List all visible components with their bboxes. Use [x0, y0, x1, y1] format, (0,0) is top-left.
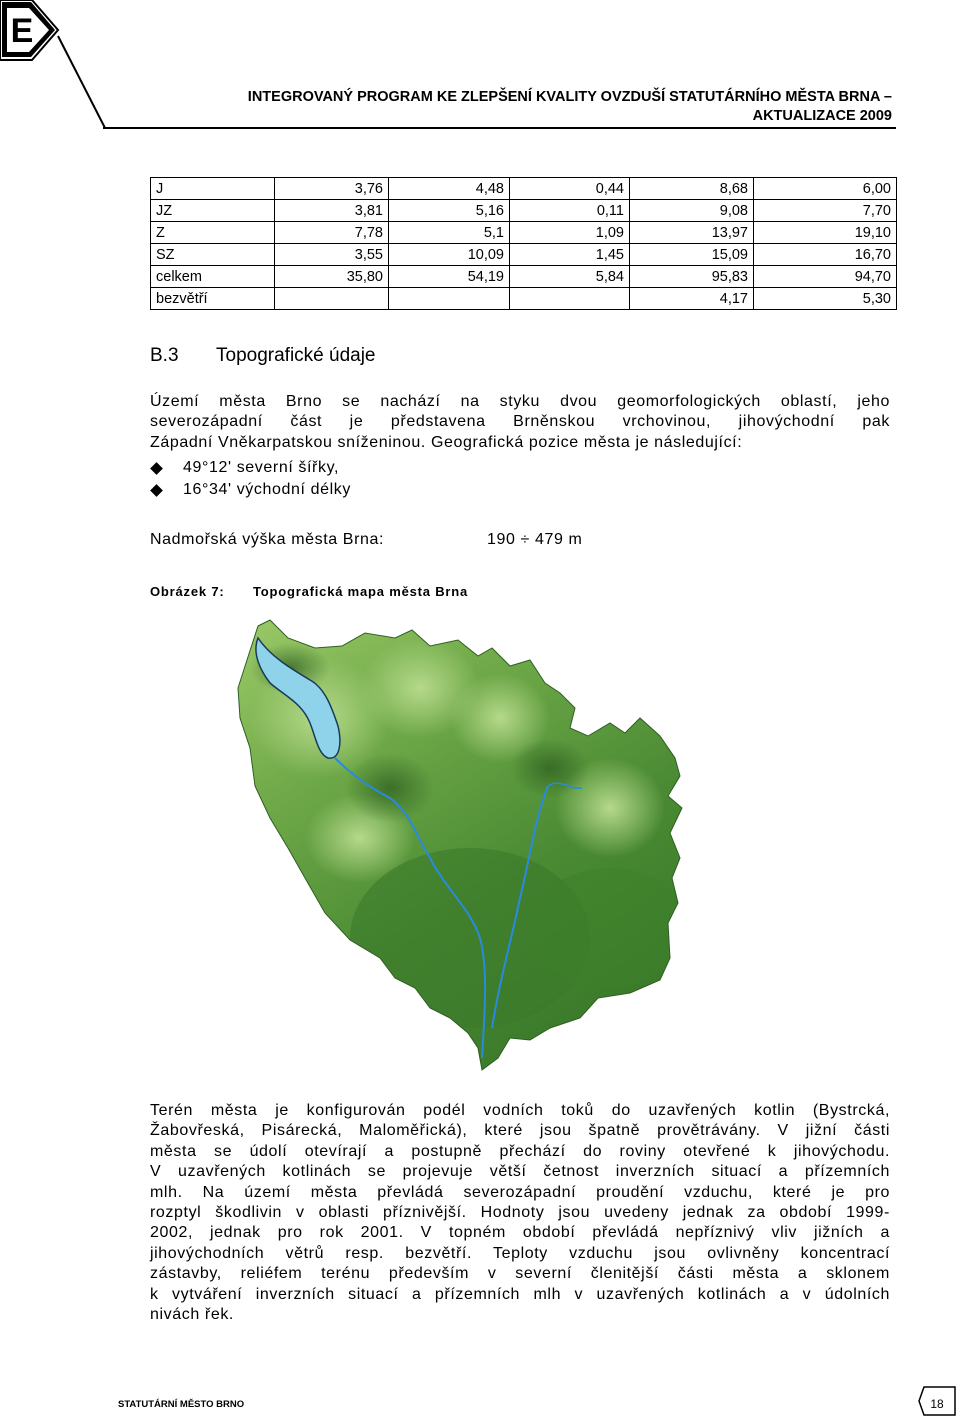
list-item [150, 479, 351, 501]
diamond-bullet-icon [150, 484, 163, 497]
paragraph-line: nivách řek. [150, 1306, 234, 1324]
footer-organization: STATUTÁRNÍ MĚSTO BRNO [118, 1399, 245, 1410]
paragraph-line: Západní Vněkarpatskou sníženinou. Geografická pozice města je následující: [150, 433, 743, 451]
table-row [151, 244, 897, 266]
coordinates-list [150, 457, 351, 501]
altitude-value: 190 ÷ 479 m [487, 531, 583, 548]
table-cell: 7,70 [754, 200, 897, 222]
paragraph-line: k vytváření inverzních situací a přízemních mlh v uzavřených kotlinách a v údolních [150, 1285, 890, 1303]
section-heading [150, 345, 376, 367]
longitude-text: 16°34' východní délky [183, 481, 351, 498]
list-item [150, 457, 351, 479]
table-cell: bezvětří [151, 288, 275, 310]
paragraph-line: rozptyl škodlivin v oblasti příznivější. Hodnoty jsou uvedeny jednak za období 1999- [150, 1204, 890, 1222]
table-cell: 5,16 [389, 200, 510, 222]
table-cell: celkem [151, 266, 275, 288]
logo-e-icon [0, 0, 110, 130]
paragraph-line: zástavby, reliéfem terénu především v severní členitější části města a sklonem [150, 1265, 890, 1283]
paragraph-line: Terén města je konfigurován podél vodních toků do uzavřených kotlin (Bystrcká, [150, 1102, 890, 1119]
section-title: Topografické údaje [216, 345, 376, 366]
table-cell: JZ [151, 200, 275, 222]
header-divider [103, 127, 896, 129]
table-cell: SZ [151, 244, 275, 266]
paragraph-line: jihovýchodních větrů resp. bezvětří. Teploty vzduchu jsou ovlivněny koncentrací [150, 1244, 890, 1262]
table-cell: 54,19 [389, 266, 510, 288]
logo-letter: E [10, 12, 34, 50]
table-cell: 10,09 [389, 244, 510, 266]
table-cell: 13,97 [630, 222, 754, 244]
table-cell: 3,55 [275, 244, 389, 266]
page-number: 18 [930, 1397, 944, 1411]
terrain-paragraph [150, 1101, 890, 1325]
table-row [151, 288, 897, 310]
table-cell: 5,1 [389, 222, 510, 244]
table-cell: J [151, 178, 275, 200]
header-title: INTEGROVANÝ PROGRAM KE ZLEPŠENÍ KVALITY OVZDUŠÍ STATUTÁRNÍHO MĚSTA BRNA – [247, 89, 892, 105]
paragraph-line: severozápadní část je představena Brněnskou vrchovinou, jihovýchodní pak [150, 413, 890, 431]
table-cell [275, 288, 389, 310]
wind-table [150, 177, 897, 310]
table-row [151, 200, 897, 222]
table-cell: 35,80 [275, 266, 389, 288]
figure-label: Obrázek 7: [150, 584, 225, 599]
table-cell: 3,81 [275, 200, 389, 222]
paragraph-line: mlh. Na území města převládá severozápadní proudění vzduchu, které je pro [150, 1183, 890, 1201]
table-cell: 8,68 [630, 178, 754, 200]
latitude-text: 49°12' severní šířky, [183, 459, 340, 476]
table-row [151, 178, 897, 200]
table-cell: 95,83 [630, 266, 754, 288]
table-cell: 5,30 [754, 288, 897, 310]
document-header [248, 88, 892, 126]
table-cell [389, 288, 510, 310]
topographic-map [230, 608, 690, 1078]
table-cell [510, 288, 630, 310]
section-number: B.3 [150, 345, 179, 366]
table-cell: 0,11 [510, 200, 630, 222]
table-cell: Z [151, 222, 275, 244]
table-cell: 5,84 [510, 266, 630, 288]
table-cell: 19,10 [754, 222, 897, 244]
table-cell: 16,70 [754, 244, 897, 266]
table-cell: 4,17 [630, 288, 754, 310]
table-row [151, 222, 897, 244]
table-cell: 1,09 [510, 222, 630, 244]
paragraph-line: 2002, jednak pro rok 2001. V topném období převládá nepříznivý vliv jižních a [150, 1224, 890, 1242]
table-cell: 15,09 [630, 244, 754, 266]
paragraph-line: města se údolí otevírají a postupně přechází do roviny otevřené k jihovýchodu. [150, 1142, 890, 1160]
table-cell: 6,00 [754, 178, 897, 200]
table-cell: 94,70 [754, 266, 897, 288]
figure-caption: Topografická mapa města Brna [253, 584, 469, 599]
table-cell: 9,08 [630, 200, 754, 222]
table-cell: 7,78 [275, 222, 389, 244]
table-cell: 0,44 [510, 178, 630, 200]
paragraph-line: V uzavřených kotlinách se projevuje větší četnost inverzních situací a přízemních [150, 1163, 890, 1181]
intro-paragraph [150, 392, 890, 453]
table-cell: 1,45 [510, 244, 630, 266]
table-cell: 4,48 [389, 178, 510, 200]
paragraph-line: Žabovřeská, Pisárecká, Maloměřická), které jsou špatně provětrávány. V jižní části [150, 1122, 890, 1140]
table-cell: 3,76 [275, 178, 389, 200]
header-subtitle: AKTUALIZACE 2009 [752, 108, 892, 124]
altitude-label: Nadmořská výška města Brna: [150, 531, 385, 548]
table-row [151, 266, 897, 288]
paragraph-line: Území města Brno se nachází na styku dvou geomorfologických oblastí, jeho [150, 393, 890, 410]
diamond-bullet-icon [150, 462, 163, 475]
